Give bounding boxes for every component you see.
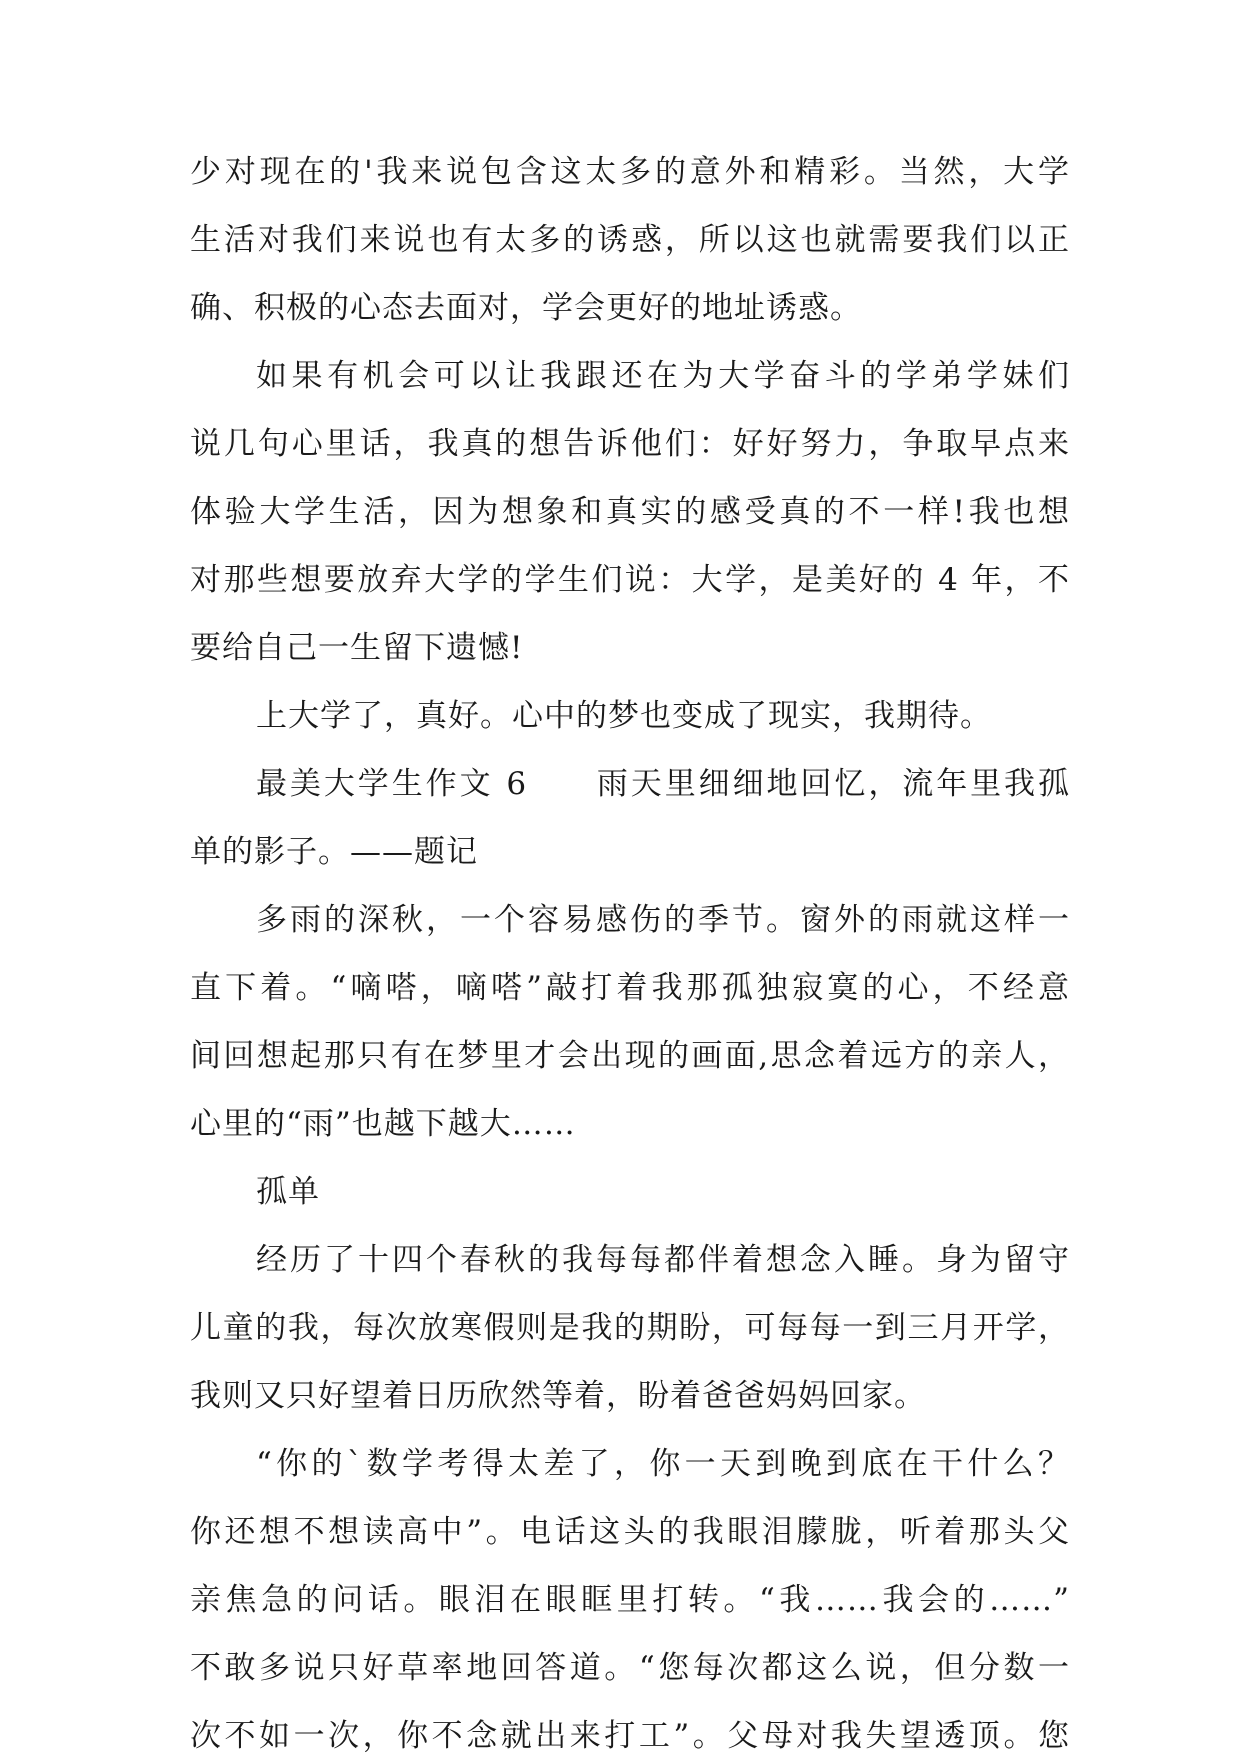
text-line: 确、积极的心态去面对，学会更好的地址诱惑。: [190, 290, 862, 326]
paragraph-first-line: 经历了十四个春秋的我每每都伴着想念入睡。身为留守: [256, 1242, 1070, 1278]
text-line: 要给自己一生留下遗憾!: [190, 630, 524, 666]
text-line: 亲焦急的问话。眼泪在眼眶里打转。“我……我会的……”: [190, 1582, 1070, 1618]
subheading-line: 孤单: [256, 1174, 320, 1210]
text-line: 对那些想要放弃大学的学生们说：大学，是美好的 4 年，不: [190, 562, 1070, 598]
text-line: 少对现在的'我来说包含这太多的意外和精彩。当然，大学: [190, 154, 1070, 190]
text-line: 不敢多说只好草率地回答道。“您每次都这么说，但分数一: [190, 1650, 1070, 1686]
text-line: 体验大学生活，因为想象和真实的感受真的不一样!我也想: [190, 494, 1070, 530]
text-line: 间回想起那只有在梦里才会出现的画面,思念着远方的亲人，: [190, 1038, 1070, 1074]
paragraph-first-line: 多雨的深秋，一个容易感伤的季节。窗外的雨就这样一: [256, 902, 1070, 938]
section-heading-line: 最美大学生作文 6 雨天里细细地回忆，流年里我孤: [256, 766, 1070, 802]
paragraph-first-line: “你的`数学考得太差了，你一天到晚到底在干什么？: [256, 1446, 1070, 1482]
text-line: 次不如一次，你不念就出来打工”。父母对我失望透顶。您: [190, 1718, 1070, 1754]
paragraph-first-line: 如果有机会可以让我跟还在为大学奋斗的学弟学妹们: [256, 358, 1070, 394]
text-line: 直下着。“嘀嗒，嘀嗒”敲打着我那孤独寂寞的心，不经意: [190, 970, 1070, 1006]
text-line: 我则又只好望着日历欣然等着，盼着爸爸妈妈回家。: [190, 1378, 926, 1414]
text-line: 生活对我们来说也有太多的诱惑，所以这也就需要我们以正: [190, 222, 1070, 258]
text-line: 说几句心里话，我真的想告诉他们：好好努力，争取早点来: [190, 426, 1070, 462]
text-line: 你还想不想读高中”。电话这头的我眼泪朦胧，听着那头父: [190, 1514, 1070, 1550]
text-line: 单的影子。——题记: [190, 834, 478, 870]
text-line: 儿童的我，每次放寒假则是我的期盼，可每每一到三月开学，: [190, 1310, 1070, 1346]
text-line: 心里的“雨”也越下越大……: [190, 1106, 576, 1142]
paragraph-first-line: 上大学了，真好。心中的梦也变成了现实，我期待。: [256, 698, 992, 734]
